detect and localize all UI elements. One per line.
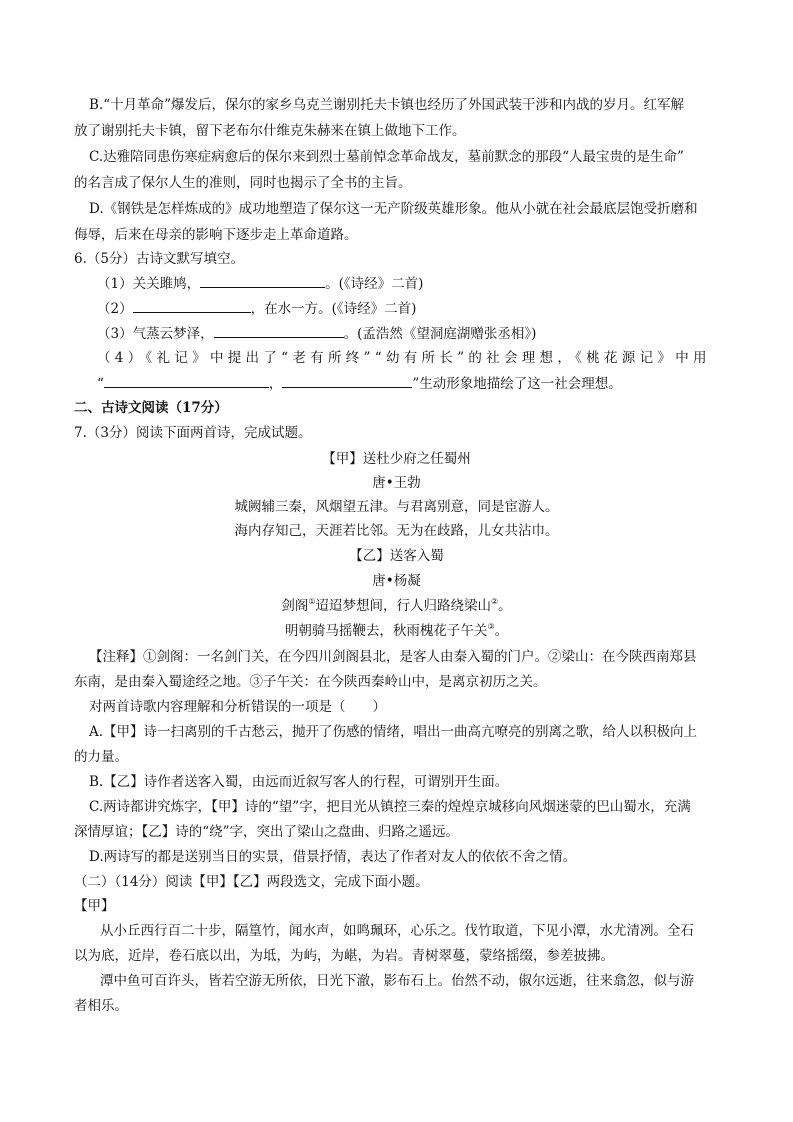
poem2-title: 【乙】送客入蜀	[349, 548, 444, 564]
q6-item-4-suffix: ”生动形象地描绘了这一社会理想。	[412, 376, 622, 392]
notes-line1: 【注释】①剑阁：一名剑门关，在今四川剑阁县北，是客人由秦入蜀的门户。②梁山：在今陕西南郑县	[89, 649, 697, 665]
q6-item-2-suffix: ，在水一方。(《诗经》二首)	[250, 301, 417, 317]
q6-item-1	[97, 273, 423, 294]
passage-p2-line2: 者相乐。	[74, 998, 128, 1014]
q6-item-1-prefix: （1）关关雎鸠，	[97, 276, 201, 292]
q6-item-4-comma: ，	[268, 376, 283, 392]
poem1-title: 【甲】送杜少府之任蜀州	[322, 451, 471, 467]
q6-item-3-suffix: 。(孟浩然《望洞庭湖赠张丞相》)	[343, 326, 537, 342]
poem1-author: 唐•王勃	[372, 475, 421, 491]
answer-blank[interactable]	[104, 373, 269, 388]
q7-title: 7.（3分）阅读下面两首诗，完成试题。	[74, 425, 312, 441]
notes-line2: 东南，是由秦入蜀途经之地。③子午关：在今陕西秦岭山中，是离京初历之关。	[74, 674, 547, 690]
q6-item-2-prefix: （2）	[97, 301, 133, 317]
footnote-marker: ③	[487, 622, 495, 631]
q5-option-d-line1: D.《钢铁是怎样炼成的》成功地塑造了保尔这一无产阶级英雄形象。他从小就在社会最底层饱受折磨和	[89, 201, 698, 217]
q6-item-1-suffix: 。(《诗经》二首)	[325, 276, 424, 292]
poem2-line2-text: 明朝骑马摇鞭去，秋雨槐花子午关	[284, 623, 488, 639]
part2-title: （二）（14分）阅读【甲】【乙】两段选文，完成下面小题。	[74, 874, 429, 890]
poem2-line1-text: 。	[498, 598, 512, 614]
q7-option-a-line2: 的力量。	[74, 749, 128, 765]
poem2-line2-text: 。	[494, 623, 509, 639]
q5-option-c-line1: C.达雅陪同患伤寒症病愈后的保尔来到烈士墓前悼念革命战友，墓前默念的那段“人最宝贵的是生命”	[89, 149, 684, 165]
q5-option-b-line2: 放了谢别托夫卡镇，留下老布尔什维克朱赫来在镇上做地下工作。	[74, 123, 466, 139]
q6-item-3-prefix: （3）气蒸云梦泽，	[97, 326, 214, 342]
poem2-line1-text: 迢迢梦想间，行人归路绕梁山	[315, 598, 491, 614]
poem2-line1-text: 剑阁	[281, 598, 309, 614]
q7-option-d: D.两诗写的都是送别当日的实景，借景抒情，表达了作者对友人的依依不舍之情。	[89, 849, 577, 865]
q7-option-a-line1: A.【甲】诗一扫离别的千古愁云，抛开了伤感的情绪，唱出一曲高亢嘹亮的别离之歌，给人以积极向上	[89, 724, 698, 740]
q5-option-b-line1: B.“十月革命”爆发后，保尔的家乡乌克兰谢别托夫卡镇也经历了外国武装干涉和内战的岁月。红军解	[89, 97, 685, 113]
passage-p1-line2: 以为底，近岸，卷石底以出，为坻，为屿，为嵁，为岩。青树翠蔓，蒙络摇缀，参差披拂。	[74, 948, 614, 964]
footnote-marker: ①	[308, 597, 316, 606]
poem2-line1	[0, 596, 793, 616]
poem2-line2	[0, 621, 793, 641]
q7-question: 对两首诗歌内容理解和分析错误的一项是（ ）	[89, 699, 386, 715]
answer-blank[interactable]	[282, 373, 412, 388]
q7-option-c-line1: C.两诗都讲究炼字，【甲】诗的“望”字，把目光从镇控三秦的煌煌京城移向风烟迷蒙的巴山蜀水，充满	[89, 799, 691, 815]
passage-p2-line1: 潭中鱼可百许头，皆若空游无所依，日光下澈，影布石上。佁然不动，俶尔远逝，往来翕忽，似与游	[100, 973, 694, 989]
q6-item-3	[97, 323, 536, 344]
q6-item-4-open-quote: “	[97, 376, 104, 392]
q6-item-4-line2	[97, 373, 622, 394]
answer-blank[interactable]	[200, 273, 325, 288]
poem1-line2: 海内存知己，天涯若比邻。无为在歧路，儿女共沾巾。	[234, 523, 559, 539]
poem2-author: 唐•杨凝	[372, 573, 421, 589]
q7-option-c-line2: 深情厚谊；【乙】诗的“绕”字，突出了梁山之盘曲、归路之遥远。	[74, 824, 460, 840]
q5-option-d-line2: 侮辱，后来在母亲的影响下逐步走上革命道路。	[74, 227, 358, 243]
q6-title: 6.（5分）古诗文默写填空。	[74, 251, 244, 267]
section-title: 二、古诗文阅读（17分）	[74, 400, 228, 416]
passage-jia-label: 【甲】	[74, 898, 115, 914]
q6-item-4-line1: （4）《礼记》中提出了“老有所终”“幼有所长”的社会理想，《桃花源记》中用	[97, 350, 711, 366]
passage-p1-line1: 从小丘西行百二十步，隔篁竹，闻水声，如鸣珮环，心乐之。伐竹取道，下见小潭，水尤清冽。全石	[100, 923, 694, 939]
q7-option-b: B.【乙】诗作者送客入蜀，由远而近叙写客人的行程，可谓别开生面。	[89, 774, 509, 790]
answer-blank[interactable]	[214, 323, 344, 338]
answer-blank[interactable]	[133, 298, 251, 313]
poem1-line1: 城阙辅三秦，风烟望五津。与君离别意，同是宦游人。	[234, 499, 559, 515]
q5-option-c-line2: 的名言成了保尔人生的准则，同时也揭示了全书的主旨。	[74, 175, 412, 191]
footnote-marker: ②	[491, 597, 499, 606]
q6-item-2	[97, 298, 416, 319]
